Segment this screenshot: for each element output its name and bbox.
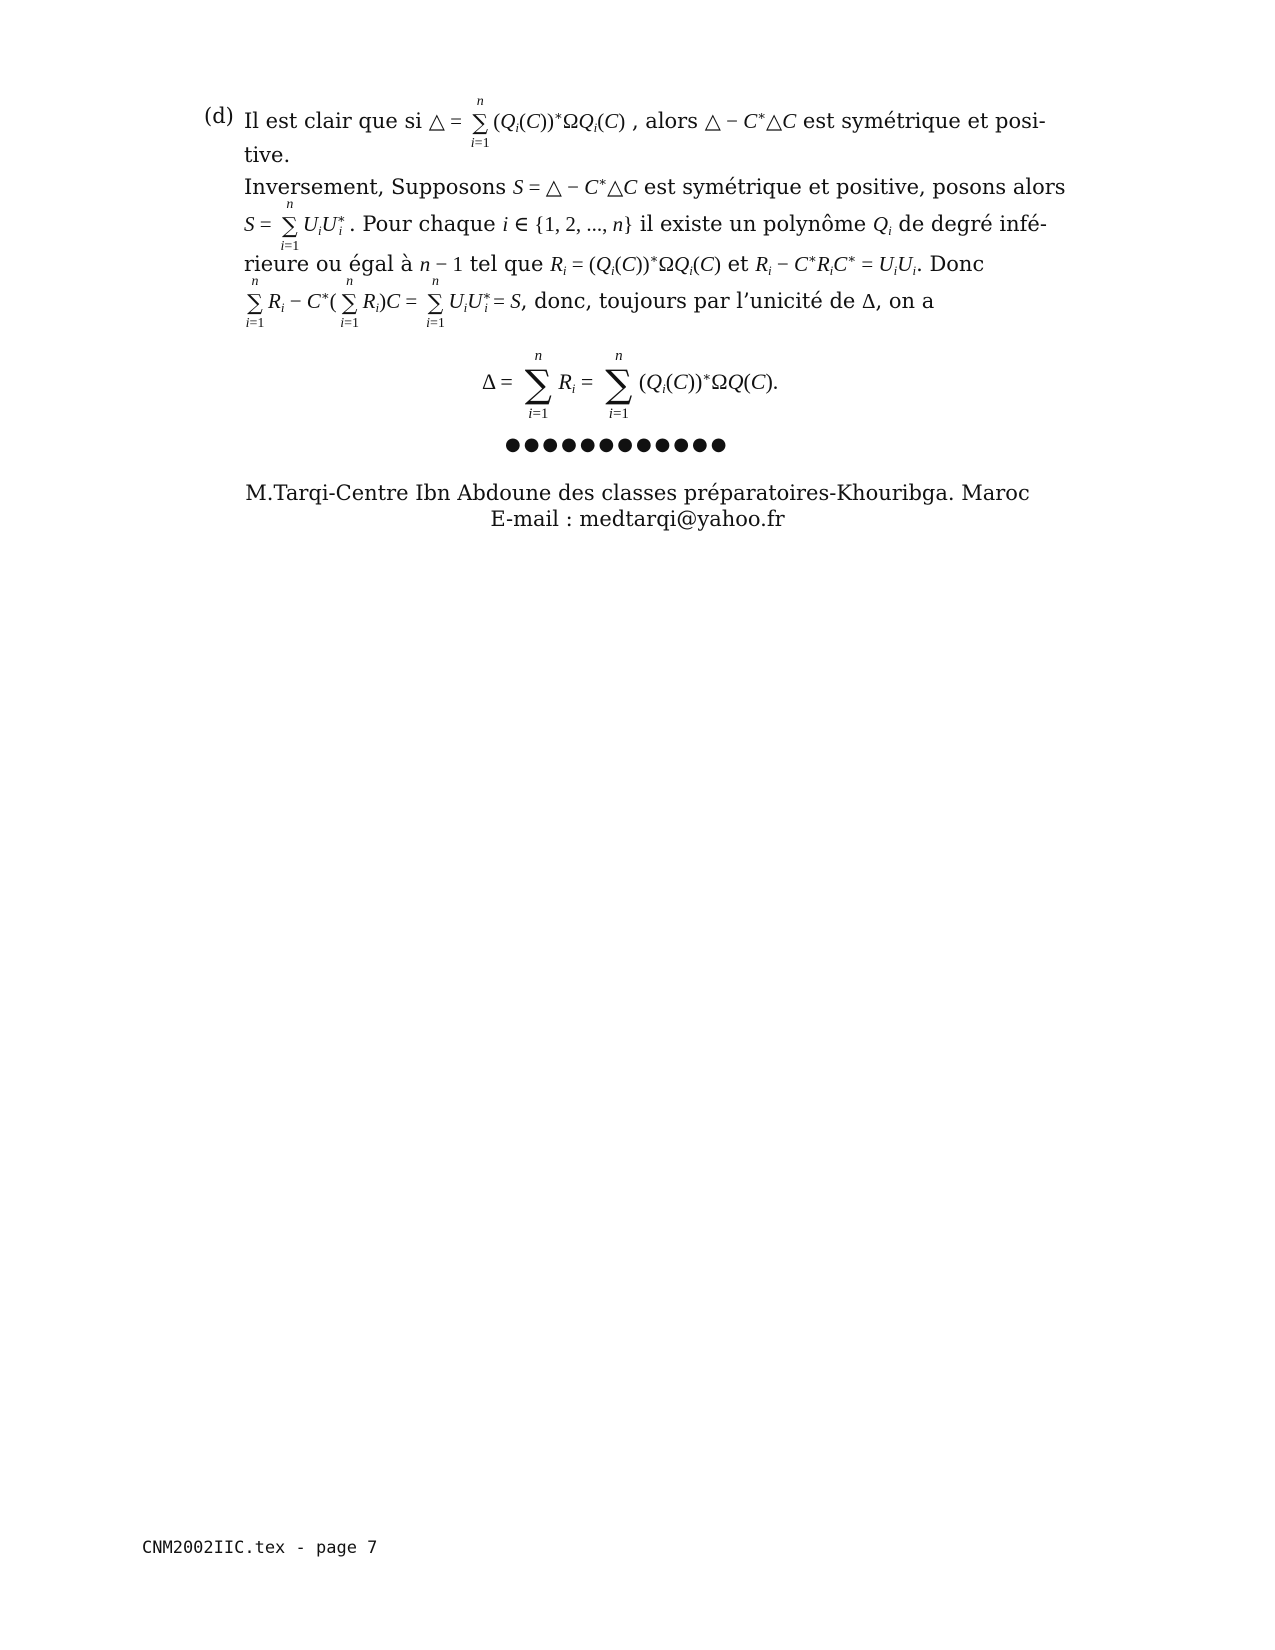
- para2-text: est symétrique et positive, posons alors: [643, 175, 1066, 199]
- para2-line2: [244, 197, 1047, 255]
- para2-text: et: [727, 252, 749, 276]
- para2-text: . Pour chaque: [348, 212, 496, 236]
- formula: $R_i = (Q_i(C))^∗\Omega Q_i(C)$: [550, 251, 721, 278]
- para2-text: de degré infé-: [898, 212, 1047, 236]
- formula: n − 1: [419, 252, 464, 276]
- formula: Δ = n ∑ i=1 $R_i$ = n ∑ i=1 $(Q_i(C))^∗\Omega Q(C)$.: [482, 348, 779, 422]
- para1-text-b: , alors: [631, 109, 698, 133]
- formula: n ∑ i=1 $R_i - C^∗$( n ∑ i=1 $R_i)C$ = n ∑ i=1 $U_iU^∗_i = S$: [245, 274, 521, 332]
- sum-symbol: n ∑ i=1: [280, 197, 300, 255]
- formula: Δ: [862, 289, 876, 313]
- para1-line2: [244, 143, 290, 167]
- page-footer: CNM2002IIC.tex - page 7: [142, 1538, 378, 1558]
- para1-text-a: Il est clair que si: [244, 109, 422, 133]
- separator-dots: ●●●●●●●●●●●●: [505, 434, 730, 455]
- formula: $Q_i$: [872, 212, 892, 238]
- para2-text: tel que: [469, 252, 544, 276]
- para1-text-c: est symétrique et posi-: [802, 109, 1046, 133]
- para2-text: , donc, toujours par l’unicité de: [520, 289, 856, 313]
- para2-text: il existe un polynôme: [639, 212, 867, 236]
- formula: i ∈ {1, 2, ..., n}: [502, 212, 634, 236]
- formula: △ = n ∑ i=1 $(Q_i(C))^∗\Omega Q_i(C)$: [428, 94, 626, 152]
- sum-symbol: n ∑ i=1: [245, 274, 265, 332]
- sum-symbol: n ∑ i=1: [470, 94, 490, 152]
- para2-text: , on a: [875, 289, 935, 313]
- formula: △ − C∗△C: [704, 108, 797, 133]
- para1-text-d: tive.: [244, 143, 291, 167]
- sum-symbol: n ∑ i=1: [426, 274, 445, 332]
- para2-text: Inversement, Supposons: [244, 175, 507, 199]
- formula: S = n ∑ i=1 $U_iU^∗_i$: [244, 197, 346, 255]
- email-line: E-mail : medtarqi@yahoo.fr: [490, 507, 785, 531]
- author-line: M.Tarqi-Centre Ibn Abdoune des classes préparatoires-Khouribga. Maroc: [245, 481, 1030, 505]
- display-equation: [482, 348, 779, 422]
- item-label-line: [204, 104, 234, 128]
- sum-symbol: n ∑ i=1: [524, 348, 552, 422]
- item-label: (d): [204, 104, 234, 128]
- sum-symbol: n ∑ i=1: [605, 348, 633, 422]
- sum-symbol: n ∑ i=1: [340, 274, 360, 332]
- para1-line1: [244, 94, 1046, 152]
- formula: S = △ − C∗△C: [512, 174, 638, 199]
- para2-text: rieure ou égal à: [244, 252, 413, 276]
- para2-line4: [244, 274, 935, 332]
- formula: $R_i - C^∗R_iC^∗ = U_iU_i$: [755, 251, 917, 278]
- para2-text: . Donc: [916, 252, 985, 276]
- para2-line1: [244, 170, 1066, 199]
